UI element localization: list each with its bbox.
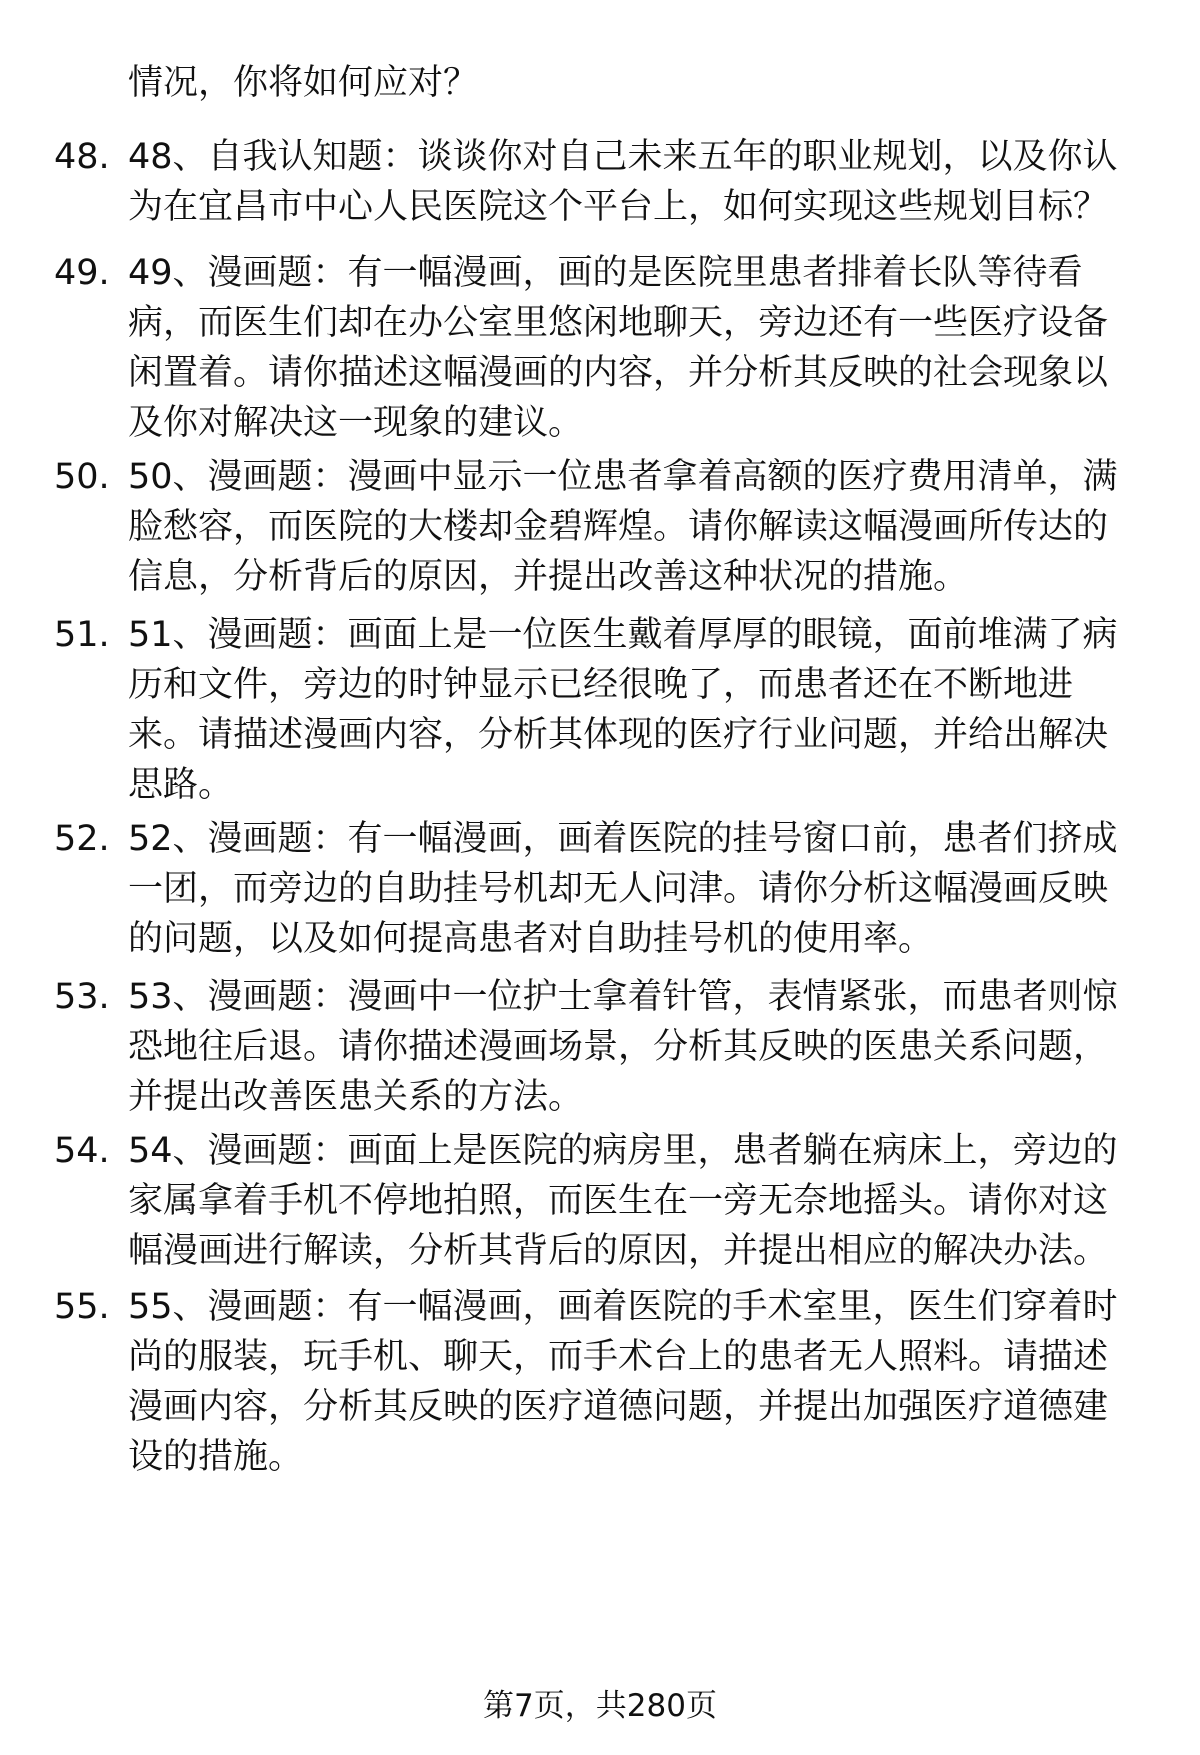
question-number: 52. (54, 819, 110, 859)
question-text: 50、漫画题：漫画中显示一位患者拿着高额的医疗费用清单，满脸愁容，而医院的大楼却金碧辉煌。请你解读这幅漫画所传达的信息，分析背后的原因，并提出改善这种状况的措施。 (128, 457, 1118, 597)
question-text: 48、自我认知题：谈谈你对自己未来五年的职业规划，以及你认为在宜昌市中心人民医院这个平台上，如何实现这些规划目标？ (128, 137, 1118, 227)
question-number: 48. (54, 137, 110, 177)
question-text: 55、漫画题：有一幅漫画，画着医院的手术室里，医生们穿着时尚的服装，玩手机、聊天，而手术台上的患者无人照料。请描述漫画内容，分析其反映的医疗道德问题，并提出加强医疗道德建设的措施。 (128, 1287, 1118, 1477)
question-number: 51. (54, 615, 110, 655)
question-number: 54. (54, 1131, 110, 1171)
question-number: 49. (54, 253, 110, 293)
question-text: 49、漫画题：有一幅漫画，画的是医院里患者排着长队等待看病，而医生们却在办公室里悠闲地聊天，旁边还有一些医疗设备闲置着。请你描述这幅漫画的内容，并分析其反映的社会现象以及你对解决这一现象的建议。 (128, 253, 1109, 443)
page-number-footer: 第7页，共280页 (483, 1688, 717, 1724)
question-number: 55. (54, 1287, 110, 1327)
question-text: 51、漫画题：画面上是一位医生戴着厚厚的眼镜，面前堆满了病历和文件，旁边的时钟显示已经很晚了，而患者还在不断地进来。请描述漫画内容，分析其体现的医疗行业问题，并给出解决思路。 (128, 615, 1118, 805)
question-text: 53、漫画题：漫画中一位护士拿着针管，表情紧张，而患者则惊恐地往后退。请你描述漫画场景，分析其反映的医患关系问题，并提出改善医患关系的方法。 (128, 977, 1118, 1117)
question-text: 52、漫画题：有一幅漫画，画着医院的挂号窗口前，患者们挤成一团，而旁边的自助挂号机却无人问津。请你分析这幅漫画反映的问题，以及如何提高患者对自助挂号机的使用率。 (128, 819, 1118, 959)
question-number: 53. (54, 977, 110, 1017)
question-number: 50. (54, 457, 110, 497)
question-text: 54、漫画题：画面上是医院的病房里，患者躺在病床上，旁边的家属拿着手机不停地拍照，而医生在一旁无奈地摇头。请你对这幅漫画进行解读，分析其背后的原因，并提出相应的解决办法。 (128, 1131, 1118, 1271)
continuation-text: 情况，你将如何应对？ (128, 63, 479, 103)
